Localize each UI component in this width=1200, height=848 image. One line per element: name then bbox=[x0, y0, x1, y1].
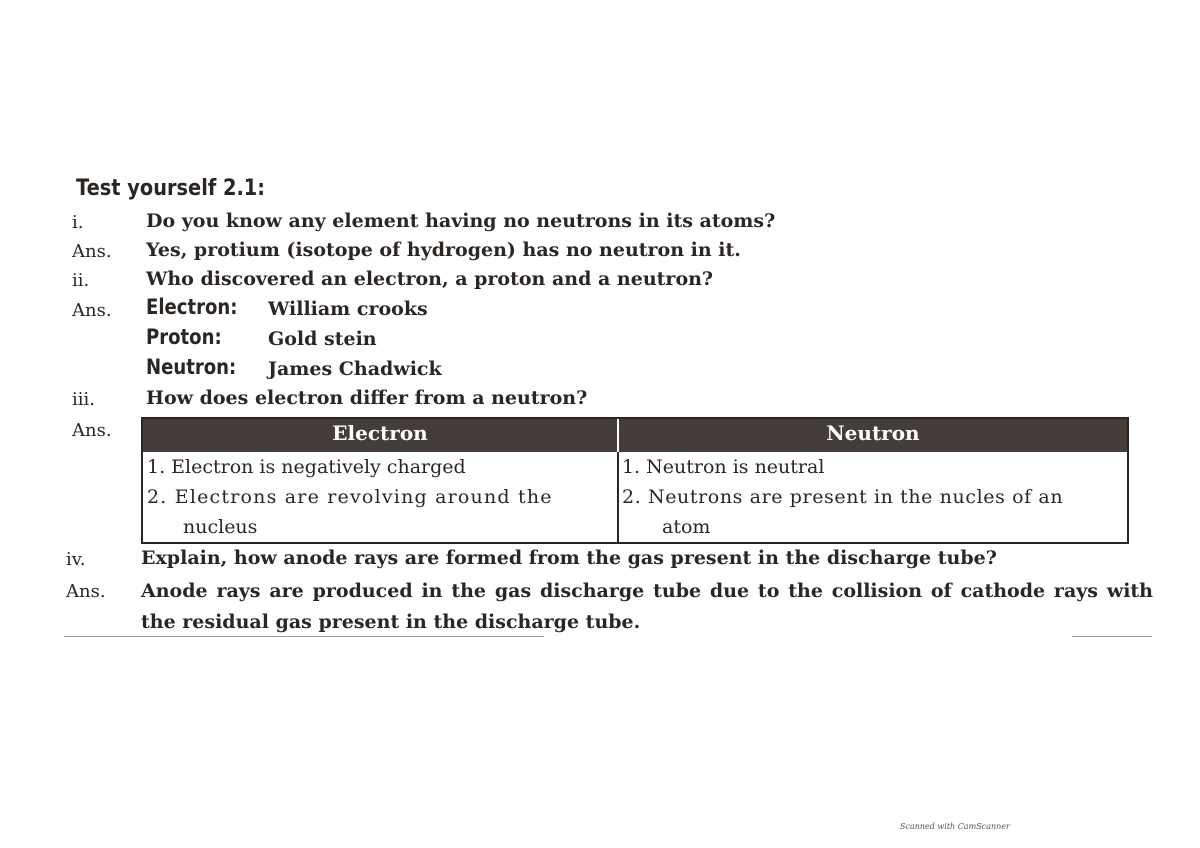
question-2-label: ii. bbox=[72, 270, 90, 291]
table-header-row bbox=[143, 419, 1127, 452]
table-header-electron: Electron bbox=[332, 421, 428, 445]
question-4-label: iv. bbox=[66, 549, 86, 570]
question-1-text: Do you know any element having no neutrons in its atoms? bbox=[146, 210, 776, 232]
table-cell: 1. Electron is negatively charged bbox=[147, 456, 466, 478]
question-1-label: i. bbox=[72, 212, 84, 233]
answer-3-label: Ans. bbox=[72, 420, 112, 441]
answer-2-label: Ans. bbox=[72, 300, 112, 321]
table-cell: atom bbox=[662, 516, 711, 538]
discoverer-key: Proton: bbox=[146, 325, 222, 349]
table-cell: 2. Neutrons are present in the nucles of an bbox=[622, 486, 1064, 508]
discoverer-value: William crooks bbox=[268, 298, 428, 320]
answer-1-text: Yes, protium (isotope of hydrogen) has no neutron in it. bbox=[146, 239, 741, 261]
table-header-divider bbox=[617, 419, 619, 452]
answer-4-text: Anode rays are produced in the gas discharge tube due to the collision of cathode rays with the residual gas present in the discharge tube. bbox=[141, 580, 1153, 633]
answer-4-label: Ans. bbox=[66, 581, 106, 602]
discoverer-value: Gold stein bbox=[268, 328, 377, 350]
bottom-rule bbox=[1072, 636, 1152, 637]
table-header-neutron: Neutron bbox=[826, 421, 920, 445]
comparison-table bbox=[141, 417, 1129, 544]
answer-1-label: Ans. bbox=[72, 241, 112, 262]
table-cell: 1. Neutron is neutral bbox=[622, 456, 825, 478]
discoverer-key: Electron: bbox=[146, 295, 238, 319]
table-cell: 2. Electrons are revolving around the bbox=[147, 486, 553, 508]
question-3-label: iii. bbox=[72, 389, 95, 410]
question-4-text: Explain, how anode rays are formed from the gas present in the discharge tube? bbox=[141, 547, 997, 569]
section-heading: Test yourself 2.1: bbox=[76, 176, 266, 201]
question-3-text: How does electron differ from a neutron? bbox=[146, 387, 588, 409]
discoverer-value: James Chadwick bbox=[268, 358, 442, 380]
bottom-rule bbox=[64, 636, 544, 637]
discoverer-key: Neutron: bbox=[146, 355, 237, 379]
question-2-text: Who discovered an electron, a proton and a neutron? bbox=[146, 268, 714, 290]
table-cell: nucleus bbox=[183, 516, 258, 538]
scanner-watermark: Scanned with CamScanner bbox=[900, 822, 1010, 831]
